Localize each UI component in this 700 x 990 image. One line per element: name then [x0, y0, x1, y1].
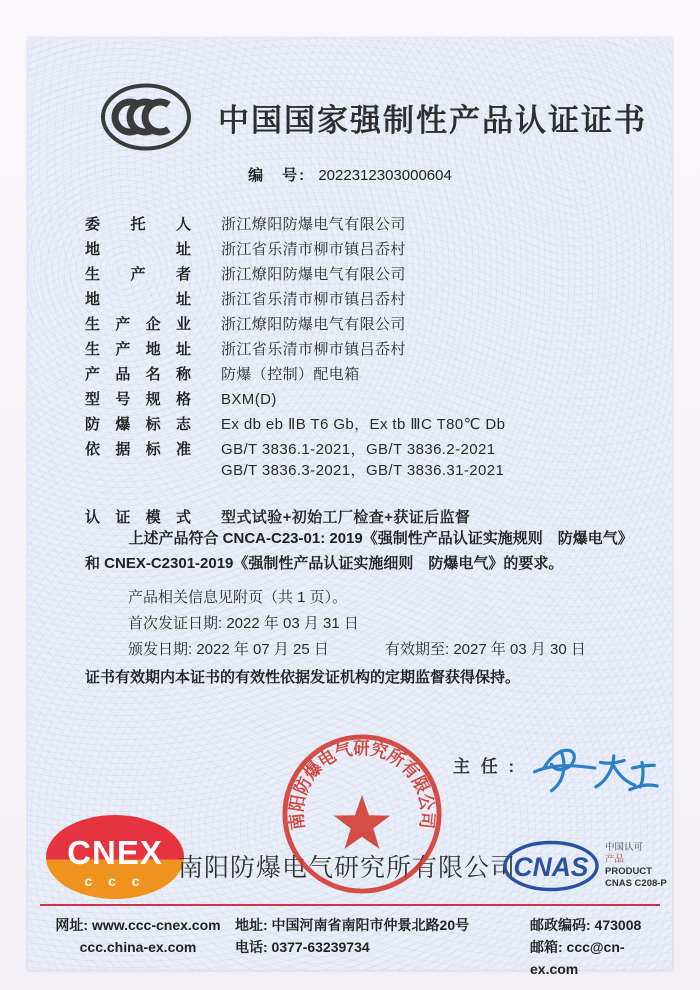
field-label: 防爆标志	[85, 416, 191, 433]
field-value: 型式试验+初始工厂检查+获证后监督	[221, 509, 471, 526]
director-signature	[527, 738, 659, 800]
stamp-ring-text: 南阳防爆电气研究所有限公司	[286, 738, 438, 831]
ccc-logo-icon	[100, 82, 192, 152]
footer-address-phone	[235, 914, 515, 958]
footer-website-2: ccc.china-ex.com	[79, 939, 197, 955]
standards-line-1: GB/T 3836.1-2021，GB/T 3836.2-2021	[221, 441, 496, 458]
cnas-caption-line: PRODUCT	[605, 866, 652, 877]
red-company-stamp	[278, 730, 446, 898]
cnex-logo-subtext: c c c	[84, 873, 146, 889]
field-label: 生产地址	[85, 341, 191, 358]
field-row-standards	[85, 439, 640, 481]
validity-notice: 证书有效期内本证书的有效性依据发证机构的定期监督获得保持。	[85, 669, 521, 686]
field-row-factory-address	[85, 339, 640, 360]
issuing-organization-name: 南阳防爆电气研究所有限公司	[178, 854, 517, 882]
standards-line-2: GB/T 3836.3-2021，GB/T 3836.31-2021	[221, 462, 505, 479]
footer-postcode: 邮政编码: 473008	[530, 917, 642, 933]
field-row-producer	[85, 264, 640, 285]
field-label: 生产者	[85, 266, 191, 283]
field-label: 委托人	[85, 216, 191, 233]
field-value: 浙江省乐清市柳市镇吕岙村	[221, 341, 406, 358]
field-value: BXM(D)	[221, 391, 277, 408]
field-row-product-name	[85, 364, 640, 385]
field-label: 认证模式	[85, 509, 191, 526]
footer-address: 地址: 中国河南省南阳市仲景北路20号	[235, 917, 470, 933]
field-row-factory	[85, 314, 640, 335]
field-value: 浙江燎阳防爆电气有限公司	[221, 266, 406, 283]
first-issue-date: 首次发证日期: 2022 年 03 月 31 日	[128, 615, 359, 632]
serial-number-line	[28, 164, 672, 185]
footer-divider	[40, 904, 660, 906]
stamp-star-icon	[334, 795, 390, 849]
cnas-accreditation-mark	[503, 840, 667, 892]
cnex-logo	[44, 814, 186, 900]
footer-phone: 电话: 0377-63239734	[235, 939, 370, 955]
cnas-caption-line: CNAS C208-P	[605, 878, 667, 889]
field-value: 浙江燎阳防爆电气有限公司	[221, 216, 406, 233]
field-label: 型号规格	[85, 391, 191, 408]
cnas-caption-line: 产品	[605, 854, 625, 865]
field-label: 地址	[85, 241, 191, 258]
cnas-logo	[503, 840, 599, 892]
field-value	[221, 439, 504, 481]
certificate-body	[28, 38, 672, 977]
cnas-caption	[605, 842, 667, 890]
footer-postcode-email	[530, 914, 670, 980]
cnas-caption-line: 中国认可	[605, 842, 644, 853]
footer-websites	[36, 914, 240, 958]
field-value: 浙江省乐清市柳市镇吕岙村	[221, 241, 406, 258]
field-row-model	[85, 389, 640, 410]
field-row-applicant-address	[85, 239, 640, 260]
issue-date: 颁发日期: 2022 年 07 月 25 日	[128, 641, 329, 658]
field-value: 防爆（控制）配电箱	[221, 366, 360, 383]
field-label: 生产企业	[85, 316, 191, 333]
footer-website-1: 网址: www.ccc-cnex.com	[55, 917, 221, 933]
field-row-certification-mode	[85, 507, 640, 528]
serial-value: 2022312303000604	[318, 167, 452, 184]
certificate-title: 中国国家强制性产品认证证书	[218, 102, 647, 138]
certificate-header	[100, 82, 647, 152]
field-row-producer-address	[85, 289, 640, 310]
field-label: 产品名称	[85, 366, 191, 383]
director-label: 主 任 :	[453, 757, 518, 776]
valid-until-date: 有效期至: 2027 年 03 月 30 日	[385, 641, 586, 658]
cnex-logo-text: CNEX	[67, 834, 163, 871]
compliance-statement: 上述产品符合 CNCA-C23-01: 2019《强制性产品认证实施规则 防爆电气》和 CNEX-C2301-2019《强制性产品认证实施细则 防爆电气》的要求。	[85, 530, 633, 572]
field-value: 浙江燎阳防爆电气有限公司	[221, 316, 406, 333]
field-value: Ex db eb ⅡB T6 Gb，Ex tb ⅢC T80℃ Db	[221, 416, 506, 433]
field-value: 浙江省乐清市柳市镇吕岙村	[221, 291, 406, 308]
field-label: 依据标准	[85, 441, 191, 458]
field-label: 地址	[85, 291, 191, 308]
serial-label: 编 号:	[248, 167, 307, 184]
attachment-note: 产品相关信息见附页（共 1 页）。	[128, 589, 348, 606]
cnas-logo-text: CNAS	[513, 851, 589, 882]
field-row-ex-marking	[85, 414, 640, 435]
footer-email: 邮箱: ccc@cn-ex.com	[530, 939, 625, 977]
field-row-applicant	[85, 214, 640, 235]
director-signature-block	[453, 738, 659, 800]
certificate-fields	[85, 214, 640, 532]
